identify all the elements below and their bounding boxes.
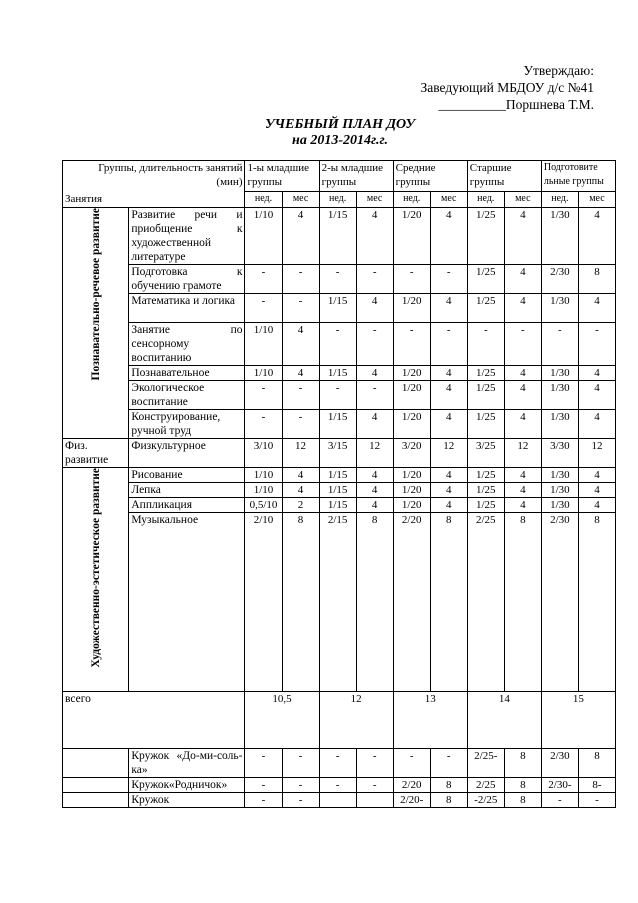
month-value: 2 <box>282 498 319 513</box>
week-label: нед. <box>541 191 578 207</box>
week-value: 1/30 <box>541 483 578 498</box>
week-value: 1/30 <box>541 468 578 483</box>
week-value: - <box>319 778 356 793</box>
month-value: 4 <box>578 410 615 439</box>
subject-cell: Аппликация <box>129 498 245 513</box>
table-row <box>63 265 616 294</box>
week-value: - <box>467 323 504 366</box>
table-row <box>63 366 616 381</box>
month-value: - <box>356 323 393 366</box>
month-value: 4 <box>430 483 467 498</box>
month-value: - <box>504 323 541 366</box>
month-label: мес <box>430 191 467 207</box>
week-value: 3/15 <box>319 439 356 468</box>
week-value: 1/25 <box>467 265 504 294</box>
groups-label: Группы, длительность занятий <box>98 162 243 174</box>
week-value: 1/20 <box>393 366 430 381</box>
month-value: 4 <box>356 468 393 483</box>
month-value: 8 <box>504 793 541 808</box>
group-header-1: 1-ы младшие группы <box>245 161 319 192</box>
min-label: (мин) <box>216 176 243 188</box>
week-value: 3/25 <box>467 439 504 468</box>
month-value: - <box>282 410 319 439</box>
section-physical-label: Физ. развитие <box>63 439 129 468</box>
subject-cell: Подготовка к обучению грамоте <box>129 265 245 294</box>
month-value: 4 <box>578 381 615 410</box>
week-value: 2/15 <box>319 513 356 692</box>
week-value: - <box>319 381 356 410</box>
month-value: 4 <box>356 410 393 439</box>
week-value: 2/20 <box>393 513 430 692</box>
page-title <box>200 117 480 149</box>
week-value: 1/25 <box>467 381 504 410</box>
month-value: 8 <box>578 749 615 778</box>
week-value: 3/30 <box>541 439 578 468</box>
month-value: 8 <box>356 513 393 692</box>
totals-row <box>63 692 616 749</box>
week-label: нед. <box>319 191 356 207</box>
month-value: 8 <box>282 513 319 692</box>
week-value: 1/25 <box>467 366 504 381</box>
month-value: 4 <box>282 323 319 366</box>
week-value: - <box>245 294 282 323</box>
week-value: 1/30 <box>541 366 578 381</box>
month-label: мес <box>356 191 393 207</box>
group-header-4: Старшие группы <box>467 161 541 192</box>
total-value: 15 <box>541 692 615 749</box>
week-value: 1/30 <box>541 498 578 513</box>
subject-cell: Развитие речи и приобщение к художественной литературе <box>129 208 245 265</box>
week-value: 1/30 <box>541 381 578 410</box>
month-value: 4 <box>356 483 393 498</box>
table-row <box>63 439 616 468</box>
week-value: 2/25 <box>467 513 504 692</box>
week-value: 1/20 <box>393 208 430 265</box>
section-cognitive-label-cell <box>63 208 129 439</box>
week-value: 1/20 <box>393 294 430 323</box>
week-value: -2/25 <box>467 793 504 808</box>
month-value: 4 <box>430 498 467 513</box>
week-label: нед. <box>245 191 282 207</box>
week-value: 1/15 <box>319 208 356 265</box>
month-value: 4 <box>504 265 541 294</box>
approval-block <box>420 62 594 113</box>
week-value <box>319 793 356 808</box>
club-row <box>63 749 616 778</box>
month-value: 4 <box>356 498 393 513</box>
section-art-label: Художественно-эстетическое развитие <box>89 468 102 668</box>
week-value: - <box>541 793 578 808</box>
week-value: 2/25- <box>467 749 504 778</box>
week-value: - <box>245 410 282 439</box>
total-label: всего <box>63 692 245 749</box>
week-value: - <box>319 749 356 778</box>
month-value: - <box>282 294 319 323</box>
week-value: 1/25 <box>467 208 504 265</box>
month-value: 4 <box>430 294 467 323</box>
month-value: 4 <box>356 208 393 265</box>
week-value: 1/30 <box>541 294 578 323</box>
week-value: - <box>319 323 356 366</box>
subject-cell: Рисование <box>129 468 245 483</box>
activities-label: Занятия <box>65 193 103 205</box>
month-value: 4 <box>504 294 541 323</box>
week-value: 1/15 <box>319 468 356 483</box>
week-value: 1/25 <box>467 498 504 513</box>
week-value: - <box>541 323 578 366</box>
month-value: 8 <box>504 513 541 692</box>
week-value: 1/15 <box>319 498 356 513</box>
month-value: - <box>578 793 615 808</box>
month-label: мес <box>504 191 541 207</box>
title-line-2: на 2013-2014г.г. <box>292 133 388 148</box>
week-value: 1/10 <box>245 483 282 498</box>
week-value: 0,5/10 <box>245 498 282 513</box>
month-value: 8 <box>430 778 467 793</box>
month-value: 4 <box>504 498 541 513</box>
club-row <box>63 793 616 808</box>
week-value: 2/20 <box>393 778 430 793</box>
club-row <box>63 778 616 793</box>
month-value: 4 <box>282 483 319 498</box>
month-value: 4 <box>430 366 467 381</box>
month-value: 4 <box>430 468 467 483</box>
week-value: 2/30 <box>541 265 578 294</box>
table-row <box>63 513 616 692</box>
month-value: - <box>356 381 393 410</box>
empty-section-cell <box>63 793 129 808</box>
month-value: - <box>356 778 393 793</box>
subject-cell: Музыкальное <box>129 513 245 692</box>
month-value: 4 <box>356 294 393 323</box>
header-corner-cell <box>63 161 245 208</box>
week-value: 1/15 <box>319 366 356 381</box>
week-label: нед. <box>393 191 430 207</box>
month-value: 12 <box>578 439 615 468</box>
month-value: 12 <box>504 439 541 468</box>
week-value: 1/30 <box>541 208 578 265</box>
total-value: 13 <box>393 692 467 749</box>
week-value: 1/20 <box>393 468 430 483</box>
month-value: 4 <box>578 294 615 323</box>
week-value: 1/25 <box>467 294 504 323</box>
month-value: - <box>430 323 467 366</box>
month-value: - <box>430 265 467 294</box>
week-value: 1/15 <box>319 483 356 498</box>
week-value: 1/20 <box>393 498 430 513</box>
month-value: 4 <box>430 208 467 265</box>
subject-cell: Математика и логика <box>129 294 245 323</box>
table-row <box>63 323 616 366</box>
week-value: 1/15 <box>319 410 356 439</box>
week-value: 1/25 <box>467 483 504 498</box>
subject-cell: Лепка <box>129 483 245 498</box>
club-subject-cell: Кружок «До-ми-соль-ка» <box>129 749 245 778</box>
month-value: 4 <box>578 468 615 483</box>
table-row <box>63 294 616 323</box>
month-value: - <box>282 778 319 793</box>
month-value: 4 <box>578 498 615 513</box>
month-value: 8 <box>504 778 541 793</box>
week-value: - <box>245 749 282 778</box>
subject-cell: Конструирование, ручной труд <box>129 410 245 439</box>
month-value: 8 <box>430 793 467 808</box>
approval-line-2: Заведующий МБДОУ д/с №41 <box>420 80 594 95</box>
month-value: 4 <box>282 468 319 483</box>
subject-cell: Физкультурное <box>129 439 245 468</box>
club-subject-cell: Кружок <box>129 793 245 808</box>
month-value: - <box>578 323 615 366</box>
table-row <box>63 483 616 498</box>
week-value: 2/30- <box>541 778 578 793</box>
week-value: - <box>245 778 282 793</box>
month-value: 4 <box>504 381 541 410</box>
month-value: 8 <box>504 749 541 778</box>
month-value: - <box>282 381 319 410</box>
table-row <box>63 410 616 439</box>
week-value: - <box>245 265 282 294</box>
week-value: 2/20- <box>393 793 430 808</box>
month-value: - <box>356 265 393 294</box>
header-row-groups <box>63 161 616 192</box>
group-header-5: Подготовите льные группы <box>541 161 615 192</box>
total-value: 14 <box>467 692 541 749</box>
section-art-label-cell <box>63 468 129 692</box>
week-value: 2/10 <box>245 513 282 692</box>
total-value: 10,5 <box>245 692 319 749</box>
month-value <box>356 793 393 808</box>
empty-section-cell <box>63 778 129 793</box>
month-value: 8- <box>578 778 615 793</box>
week-value: 1/20 <box>393 410 430 439</box>
month-value: 8 <box>430 513 467 692</box>
title-line-1: УЧЕБНЫЙ ПЛАН ДОУ <box>264 117 416 132</box>
week-value: 2/30 <box>541 513 578 692</box>
month-value: 8 <box>578 513 615 692</box>
week-value: 2/30 <box>541 749 578 778</box>
table-row <box>63 468 616 483</box>
month-label: мес <box>578 191 615 207</box>
month-value: - <box>282 265 319 294</box>
week-value: 1/20 <box>393 381 430 410</box>
group-header-2: 2-ы младшие группы <box>319 161 393 192</box>
month-value: - <box>356 749 393 778</box>
curriculum-table <box>62 160 616 808</box>
month-value: 12 <box>430 439 467 468</box>
month-value: 8 <box>578 265 615 294</box>
group-header-3: Средние группы <box>393 161 467 192</box>
month-value: 4 <box>504 468 541 483</box>
month-value: 4 <box>578 366 615 381</box>
month-value: - <box>282 749 319 778</box>
week-value: 1/10 <box>245 323 282 366</box>
week-value: - <box>245 793 282 808</box>
approval-line-3: __________Поршнева Т.М. <box>438 97 594 112</box>
month-value: 4 <box>430 381 467 410</box>
week-value: - <box>393 265 430 294</box>
subject-cell: Познавательное <box>129 366 245 381</box>
week-value: 1/10 <box>245 366 282 381</box>
approval-line-1: Утверждаю: <box>523 63 594 78</box>
month-value: 4 <box>282 208 319 265</box>
week-label: нед. <box>467 191 504 207</box>
month-value: - <box>430 749 467 778</box>
week-value: 3/20 <box>393 439 430 468</box>
month-value: 4 <box>504 410 541 439</box>
week-value: 3/10 <box>245 439 282 468</box>
table-row <box>63 498 616 513</box>
total-value: 12 <box>319 692 393 749</box>
week-value: 1/25 <box>467 410 504 439</box>
table-row <box>63 381 616 410</box>
month-value: 4 <box>504 366 541 381</box>
week-value: 1/20 <box>393 483 430 498</box>
week-value: 1/10 <box>245 468 282 483</box>
month-value: 12 <box>356 439 393 468</box>
week-value: 1/25 <box>467 468 504 483</box>
month-value: 4 <box>578 208 615 265</box>
subject-cell: Экологическое воспитание <box>129 381 245 410</box>
week-value: - <box>393 323 430 366</box>
month-value: 12 <box>282 439 319 468</box>
week-value: - <box>393 749 430 778</box>
month-value: 4 <box>356 366 393 381</box>
week-value: - <box>319 265 356 294</box>
month-label: мес <box>282 191 319 207</box>
table-row <box>63 208 616 265</box>
club-subject-cell: Кружок«Родничок» <box>129 778 245 793</box>
month-value: 4 <box>578 483 615 498</box>
week-value: 1/30 <box>541 410 578 439</box>
week-value: 2/25 <box>467 778 504 793</box>
week-value: 1/10 <box>245 208 282 265</box>
month-value: 4 <box>282 366 319 381</box>
month-value: 4 <box>430 410 467 439</box>
month-value: 4 <box>504 483 541 498</box>
subject-cell: Занятие по сенсорному воспитанию <box>129 323 245 366</box>
month-value: - <box>282 793 319 808</box>
week-value: 1/15 <box>319 294 356 323</box>
section-cognitive-label: Познавательно-речевое развитие <box>89 208 102 381</box>
week-value: - <box>245 381 282 410</box>
month-value: 4 <box>504 208 541 265</box>
empty-section-cell <box>63 749 129 778</box>
